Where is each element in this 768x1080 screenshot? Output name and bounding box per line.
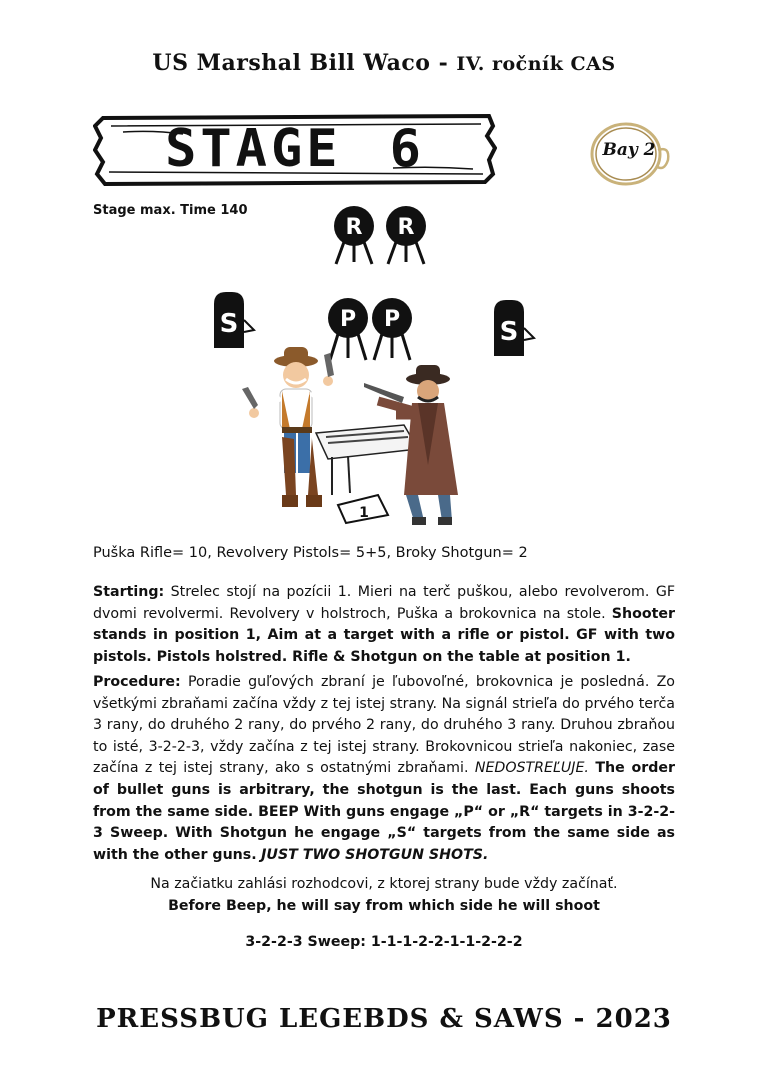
shotgun-target-left <box>210 290 256 350</box>
bay-label: Bay 2 <box>602 140 656 160</box>
shotgun-target-right <box>490 298 536 358</box>
notice-en: Before Beep, he will say from which side he will shoot <box>168 898 600 914</box>
header-title: US Marshal Bill Waco - <box>152 50 449 76</box>
page-footer: PRESSBUG LEGEBDS & SAWS - 2023 <box>96 1004 672 1034</box>
procedure-label: Procedure: <box>93 674 181 690</box>
pistol-target-1-letter: P <box>339 307 357 332</box>
notice-sk: Na začiatku zahlási rozhodcovi, z ktorej strany bude vždy začínať. <box>150 876 618 892</box>
position-marker <box>338 495 388 523</box>
gun-table <box>316 425 418 495</box>
position-number: 1 <box>359 505 369 521</box>
stage-max-time: Stage max. Time 140 <box>93 203 248 218</box>
starting-paragraph <box>93 582 675 668</box>
page-header <box>0 50 768 76</box>
shotgun-target-left-letter: S <box>219 309 239 339</box>
procedure-paragraph <box>93 672 675 866</box>
procedure-text-en: The order of bullet guns is arbitrary, the shotgun is the last. Each guns shoots from the same side. BEEP With guns engage „P“ or „R“ targets in 3-2-2-3 Sweep. With Shotgun he engage „S“ targets from the same side as with the other guns. <box>93 760 676 863</box>
rifle-target-1-letter: R <box>345 215 363 240</box>
starting-label: Starting: <box>93 584 165 600</box>
sweep-sequence: 3-2-2-3 Sweep: 1-1-1-2-2-1-1-2-2-2 <box>245 934 523 950</box>
cowboys-illustration <box>228 345 488 530</box>
rifle-target-2 <box>382 204 430 266</box>
procedure-text-sk-italic: NEDOSTREĽUJE. <box>474 760 589 777</box>
stage-number: 6 <box>389 119 425 179</box>
rifle-target-1 <box>330 204 378 266</box>
shotgun-target-right-letter: S <box>499 317 519 347</box>
stage-title <box>93 112 497 186</box>
starting-text-sk: Strelec stojí na pozícii 1. Mieri na terč puškou, alebo revolverom. GF dvomi revolvermi. Revolvery v holstroch, Puška a brokovnica na stole. <box>93 584 676 622</box>
stage-banner <box>93 112 497 186</box>
pistol-target-2-letter: P <box>383 307 401 332</box>
rifle-target-2-letter: R <box>397 215 415 240</box>
procedure-text-sk: Poradie guľových zbraní je ľubovoľné, brokovnica je posledná. Zo všetkými zbraňami začína vždy z tej istej strany. Na signál strieľa do prvého terča 3 rany, do druhého 2 rany, do prvého 2 rany, do druhého 3 rany. Druhou zbraňou to isté, 3-2-2-3, vždy začína z tej istej strany. Brokovnicou strieľa nakoniec, zase začína z tej istej strany, ako s ostatnými zbraňami. <box>93 674 675 777</box>
ammo-counts: Puška Rifle= 10, Revolvery Pistols= 5+5, Broky Shotgun= 2 <box>93 545 528 561</box>
stage-label: STAGE <box>165 119 342 179</box>
procedure-text-en-italic: JUST TWO SHOTGUN SHOTS. <box>261 846 489 863</box>
header-subtitle: IV. ročník CAS <box>456 53 616 75</box>
cowboy-left <box>242 347 334 507</box>
starting-text-en: Shooter stands in position 1, Aim at a target with a rifle or pistol. GF with two pistols. Pistols holstred. Rifle & Shotgun on the table at position 1. <box>93 605 675 665</box>
